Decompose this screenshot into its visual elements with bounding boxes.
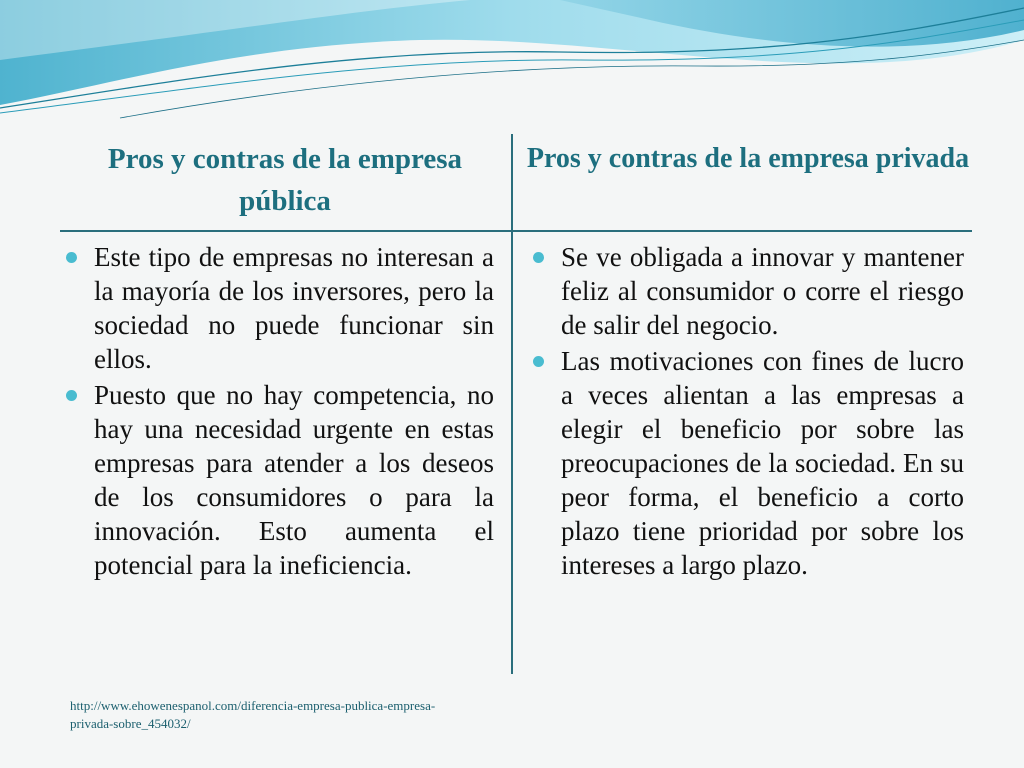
right-column-heading: Pros y contras de la empresa privada: [526, 143, 970, 174]
list-item: [66, 240, 494, 376]
list-item-text: Puesto que no hay competencia, no hay una necesidad urgente en estas empresas para atender a los deseos de los consumidores o para la innovación. Esto aumenta el potencial para la ineficiencia.: [94, 380, 494, 580]
bullet-icon: [66, 390, 77, 401]
list-item-text: Las motivaciones con fines de lucro a veces alientan a las empresas a elegir el beneficio por sobre las preocupaciones de la sociedad. En su peor forma, el beneficio a corto plazo tiene prioridad por sobre los intereses a largo plazo.: [561, 346, 964, 580]
bullet-icon: [533, 356, 544, 367]
list-item-text: Este tipo de empresas no interesan a la mayoría de los inversores, pero la sociedad no puede funcionar sin ellos.: [94, 242, 494, 374]
list-item: [533, 344, 964, 582]
public-company-list: [66, 240, 494, 584]
list-item: [66, 378, 494, 582]
left-column-heading: Pros y contras de la empresa pública: [107, 143, 463, 217]
list-item-text: Se ve obligada a innovar y mantener feliz al consumidor o corre el riesgo de salir del negocio.: [561, 242, 964, 340]
vertical-divider: [511, 134, 513, 674]
private-company-list: [533, 240, 964, 584]
wave-banner: [0, 0, 1024, 130]
source-link[interactable]: http://www.ehowenespanol.com/diferencia-empresa-publica-empresa-privada-sobre_454032/: [70, 698, 436, 731]
list-item: [533, 240, 964, 342]
bullet-icon: [66, 252, 77, 263]
horizontal-divider: [60, 230, 972, 232]
bullet-icon: [533, 252, 544, 263]
